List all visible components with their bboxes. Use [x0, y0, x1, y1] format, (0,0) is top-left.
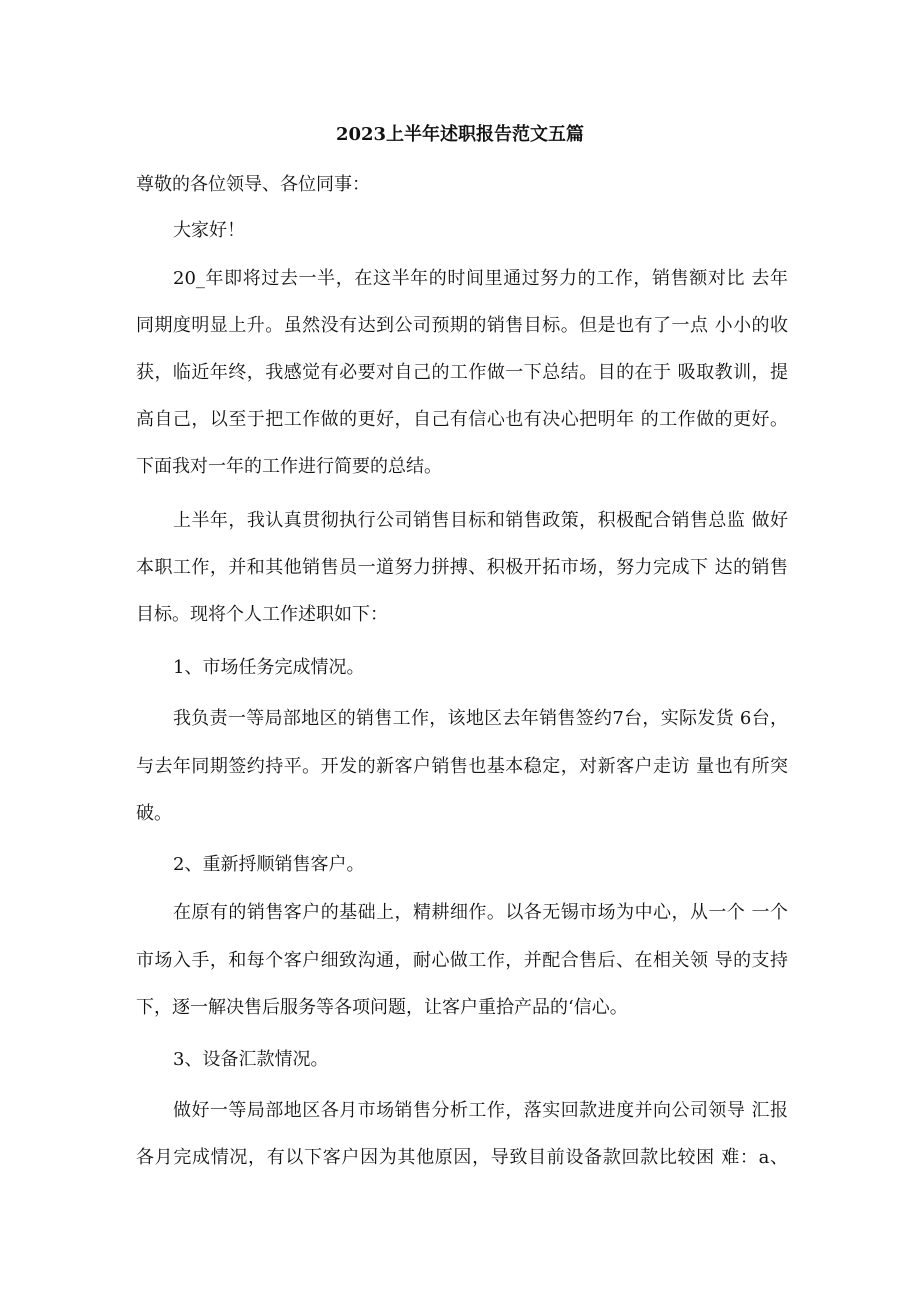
greeting: 大家好！: [173, 220, 245, 241]
paragraph-3-line-1: 我负责一等局部地区的销售工作，该地区去年销售签约7台，实际发货 6台，: [173, 708, 788, 729]
paragraph-2-line-3: 目标。现将个人工作述职如下：: [136, 604, 388, 625]
paragraph-4-line-3: 下，逐一解决售后服务等各项问题，让客户重拾产品的‘信心。: [136, 997, 628, 1018]
paragraph-1-line-4: 高自己，以至于把工作做的更好，自己有信心也有决心把明年 的工作做的更好。: [136, 409, 788, 430]
paragraph-2-line-2: 本职工作，并和其他销售员一道努力拼搏、积极开拓市场，努力完成下 达的销售: [136, 557, 788, 578]
paragraph-1-line-3: 获，临近年终，我感觉有必要对自己的工作做一下总结。目的在于 吸取教训，提: [136, 362, 788, 383]
paragraph-4-line-1: 在原有的销售客户的基础上，精耕细作。以各无锡市场为中心，从一个 一个: [173, 902, 788, 923]
paragraph-1-line-5: 下面我对一年的工作进行简要的总结。: [136, 456, 442, 477]
section-heading-3: 3、设备汇款情况。: [173, 1049, 329, 1070]
paragraph-3-line-2: 与去年同期签约持平。开发的新客户销售也基本稳定，对新客户走访 量也有所突: [136, 756, 788, 777]
document-title: 2023上半年述职报告范文五篇: [335, 124, 585, 145]
paragraph-3-line-3: 破。: [136, 803, 172, 824]
paragraph-4-line-2: 市场入手，和每个客户细致沟通，耐心做工作，并配合售后、在相关领 导的支持: [136, 950, 788, 971]
paragraph-5-line-1: 做好一等局部地区各月市场销售分析工作，落实回款进度并向公司领导 汇报: [173, 1100, 788, 1121]
section-heading-2: 2、重新捋顺销售客户。: [173, 854, 365, 875]
salutation: 尊敬的各位领导、各位同事：: [136, 174, 370, 195]
paragraph-1-line-2: 同期度明显上升。虽然没有达到公司预期的销售目标。但是也有了一点 小小的收: [136, 315, 788, 336]
paragraph-2-line-1: 上半年，我认真贯彻执行公司销售目标和销售政策，积极配合销售总监 做好: [173, 510, 788, 531]
section-heading-1: 1、市场任务完成情况。: [173, 657, 365, 678]
paragraph-1-line-1: 20_年即将过去一半，在这半年的时间里通过努力的工作，销售额对比 去年: [173, 268, 788, 289]
paragraph-5-line-2: 各月完成情况，有以下客户因为其他原因，导致目前设备款回款比较困 难：a、: [136, 1147, 788, 1168]
